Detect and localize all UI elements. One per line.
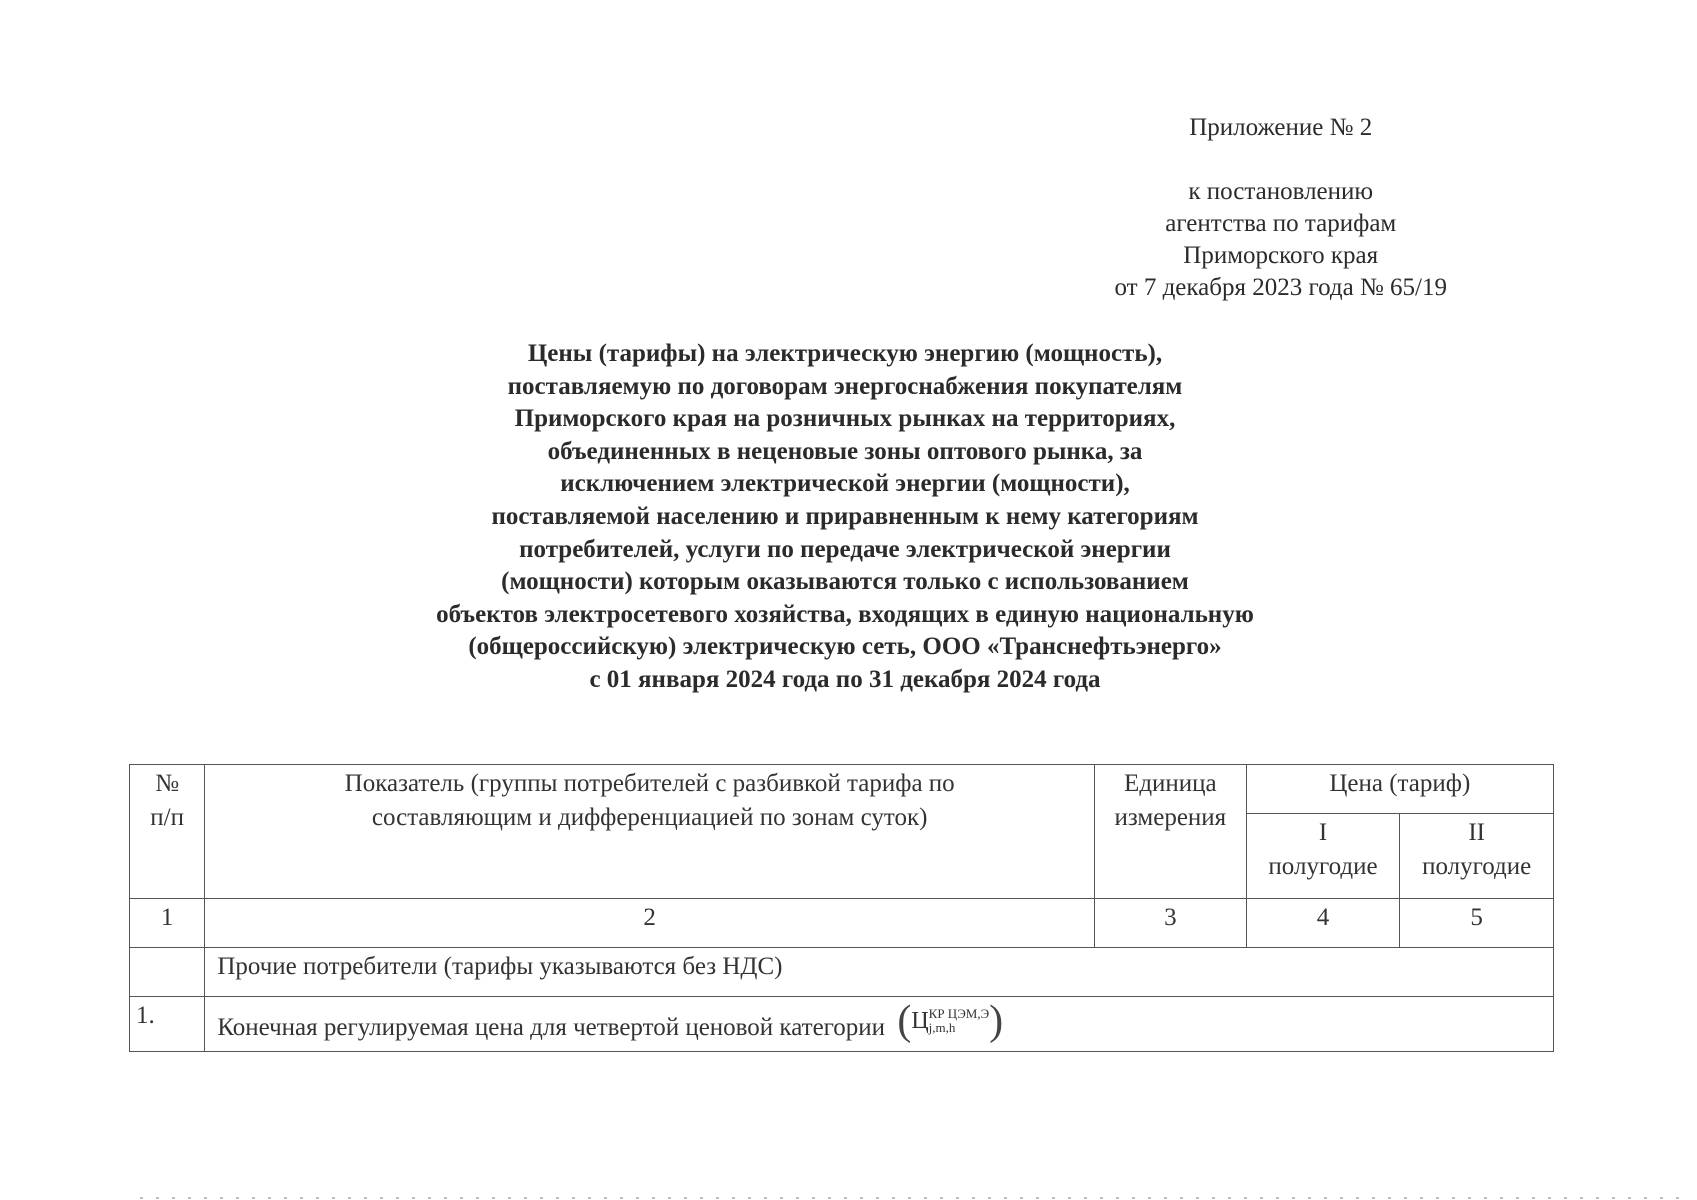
header-number-line1: № bbox=[155, 770, 180, 797]
header-half-1 bbox=[1246, 814, 1400, 899]
column-number: 1 bbox=[130, 899, 205, 948]
header-half-2-label: полугодие bbox=[1422, 853, 1532, 880]
column-number: 3 bbox=[1095, 899, 1247, 948]
title-line: потребителей, услуги по передаче электрической энергии bbox=[519, 535, 1171, 563]
column-number: 5 bbox=[1400, 899, 1554, 948]
row-number: 1. bbox=[130, 997, 205, 1052]
document-title bbox=[330, 338, 1360, 697]
column-numbers-row bbox=[130, 899, 1554, 948]
header-number bbox=[130, 765, 205, 899]
header-price bbox=[1246, 765, 1553, 814]
title-line: объектов электросетевого хозяйства, входящих в единую национальную bbox=[436, 600, 1254, 628]
title-line: поставляемой населению и приравненным к нему категориям bbox=[491, 502, 1199, 530]
header-row bbox=[130, 765, 1554, 814]
title-line: поставляемую по договорам энергоснабжения покупателям bbox=[507, 372, 1183, 400]
appendix-block bbox=[1114, 112, 1447, 304]
title-line: Приморского края на розничных рынках на территориях, bbox=[514, 405, 1176, 433]
appendix-line-3: Приморского края bbox=[1183, 242, 1379, 269]
column-number: 4 bbox=[1246, 899, 1400, 948]
formula-superscript: КР ЦЭМ,Э bbox=[928, 1005, 990, 1021]
header-unit-line1: Единица bbox=[1124, 770, 1217, 797]
title-line: (мощности) которым оказываются только с использованием bbox=[501, 568, 1189, 596]
title-line: исключением электрической энергии (мощности), bbox=[560, 470, 1130, 498]
appendix-line-4: от 7 декабря 2023 года № 65/19 bbox=[1114, 274, 1447, 301]
section-row bbox=[130, 948, 1554, 997]
title-line: (общероссийскую) электрическую сеть, ООО «Транснефтьэнерго» bbox=[468, 633, 1222, 661]
row-text: Конечная регулируемая цена для четвертой ценовой категории bbox=[217, 1014, 886, 1041]
formula-subscript: j,m,h bbox=[928, 1019, 956, 1035]
title-line: объединенных в неценовые зоны оптового рынка, за bbox=[547, 437, 1143, 465]
appendix-line-1: к постановлению bbox=[1188, 178, 1374, 205]
header-unit bbox=[1095, 765, 1247, 899]
column-number: 2 bbox=[205, 899, 1095, 948]
header-price-label: Цена (тариф) bbox=[1329, 770, 1471, 797]
table-row bbox=[130, 997, 1554, 1052]
header-half-1-label: полугодие bbox=[1268, 853, 1378, 880]
scan-noise bbox=[140, 1197, 1690, 1199]
header-half-2 bbox=[1400, 814, 1554, 899]
price-formula: (Ц КР ЦЭМ,Э j,m,h ) bbox=[897, 997, 1004, 1044]
header-unit-line2: измерения bbox=[1114, 804, 1227, 831]
row-description bbox=[205, 997, 1554, 1052]
section-label: Прочие потребители (тарифы указываются без НДС) bbox=[205, 948, 1554, 997]
appendix-number: Приложение № 2 bbox=[1189, 114, 1373, 141]
appendix-line-2: агентства по тарифам bbox=[1165, 210, 1397, 237]
header-indicator bbox=[205, 765, 1095, 899]
header-indicator-line1: Показатель (группы потребителей с разбивкой тарифа по bbox=[344, 770, 955, 797]
title-line: с 01 января 2024 года по 31 декабря 2024 года bbox=[589, 665, 1101, 693]
header-indicator-line2: составляющим и дифференциацией по зонам суток) bbox=[371, 804, 928, 831]
section-number-cell bbox=[130, 948, 205, 997]
title-line: Цены (тарифы) на электрическую энергию (мощность), bbox=[527, 340, 1163, 367]
header-number-line2: п/п bbox=[150, 804, 185, 831]
header-half-1-numeral: I bbox=[1318, 819, 1328, 846]
tariff-table bbox=[129, 764, 1554, 1052]
header-half-2-numeral: II bbox=[1468, 819, 1485, 846]
formula-symbol: Ц bbox=[911, 1007, 929, 1034]
